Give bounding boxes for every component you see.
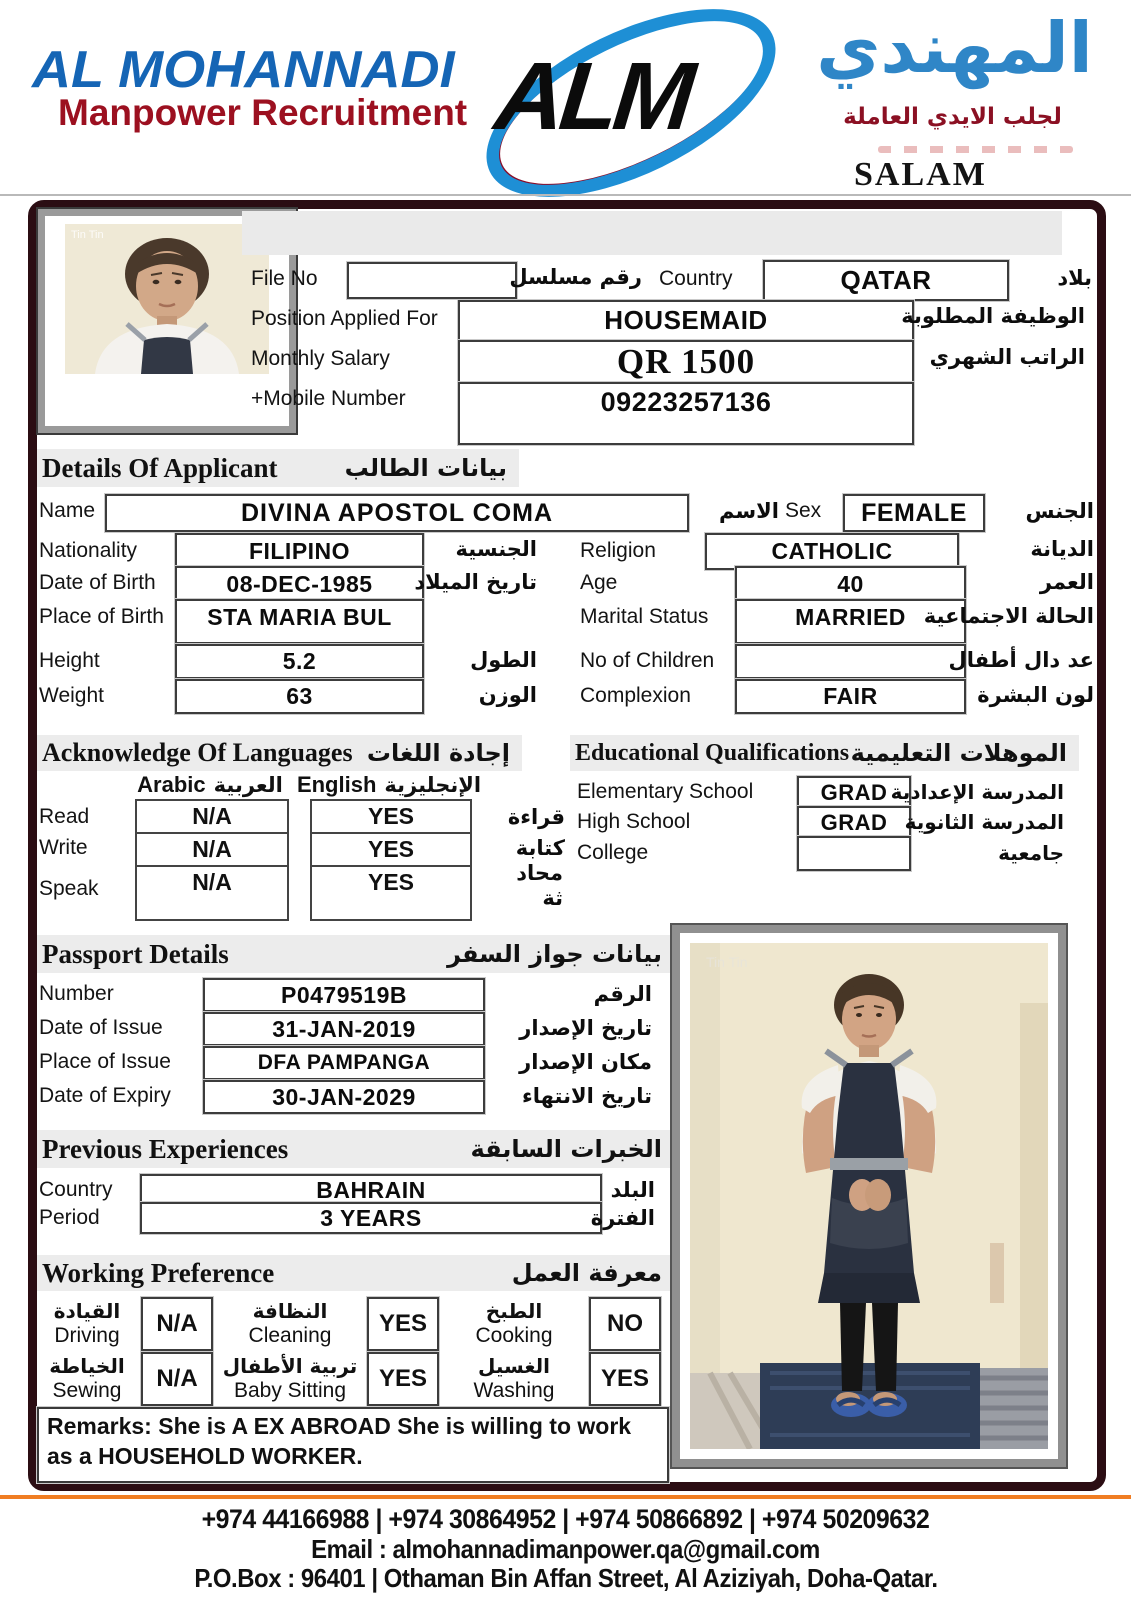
salary-label-arabic: الراتب الشهري: [929, 345, 1085, 369]
name-field: DIVINA APOSTOL COMA: [105, 494, 689, 532]
experience-title-arabic: الخبرات السابقة: [470, 1135, 662, 1163]
read-english-field: YES: [367, 803, 415, 829]
exp-period-label: Period: [39, 1206, 100, 1229]
file-no-field: [347, 262, 517, 299]
cleaning-label: [219, 1299, 361, 1348]
brand-tagline-arabic: لجلب الايدي العاملة: [843, 104, 1062, 130]
languages-title-english: Acknowledge Of Languages: [42, 738, 353, 767]
religion-label: Religion: [580, 539, 656, 562]
expiry-date-label-arabic: تاريخ الانتهاء: [522, 1084, 652, 1108]
education-title-arabic: الموهلات التعليمية: [850, 739, 1067, 767]
cooking-label: [445, 1299, 583, 1348]
footer-address: [0, 1563, 1131, 1594]
read-label: Read: [39, 805, 90, 828]
washing-label: [445, 1354, 583, 1403]
languages-section-header: [37, 735, 522, 771]
salam-text: SALAM: [854, 156, 987, 193]
salary-field: QR 1500: [458, 340, 914, 383]
working-section-header: [37, 1255, 674, 1291]
issue-date-field: 31-JAN-2019: [203, 1012, 485, 1046]
languages-title-arabic: إجادة اللغات: [366, 739, 510, 767]
expiry-date-field: 30-JAN-2029: [203, 1080, 485, 1114]
footer-email: [0, 1534, 1131, 1565]
age-field: 40: [735, 566, 966, 602]
application-form: [28, 200, 1106, 1491]
passport-title-english: Passport Details: [42, 938, 229, 969]
working-title-arabic: معرفة العمل: [511, 1259, 662, 1287]
name-label: Name: [39, 499, 96, 522]
height-field: 5.2: [175, 644, 424, 679]
applicant-fullbody-frame: [672, 925, 1066, 1467]
education-section-header: [570, 735, 1079, 771]
sewing-label-arabic: الخياطة: [49, 1354, 125, 1378]
position-label: Position Applied For: [251, 307, 438, 330]
elementary-label-arabic: المدرسة الإعدادية: [890, 780, 1064, 804]
file-no-label-arabic: رقم مسلسل: [509, 265, 642, 289]
nationality-field: FILIPINO: [175, 533, 424, 570]
college-label: College: [577, 841, 649, 864]
english-column-header: [296, 772, 482, 798]
weight-field: 63: [175, 679, 424, 714]
cooking-field: NO: [589, 1297, 661, 1351]
position-field: HOUSEMAID: [458, 300, 914, 341]
complexion-field: FAIR: [735, 679, 966, 714]
footer-address-text: P.O.Box : 96401 | Othaman Bin Affan Street, Al Aziziyah, Doha-Qatar.: [193, 1563, 938, 1593]
cleaning-label-english: Cleaning: [248, 1324, 332, 1347]
height-label-arabic: الطول: [470, 648, 537, 672]
mobile-label: +Mobile Number: [251, 387, 406, 410]
children-label: No of Children: [580, 649, 715, 672]
english-language-column: [310, 799, 472, 921]
babysitting-label: [219, 1354, 361, 1403]
age-label: Age: [580, 571, 618, 594]
complexion-label: Complexion: [580, 684, 691, 707]
highschool-label: High School: [577, 810, 691, 833]
footer-email-text: Email : almohannadimanpower.qa@gmail.com: [311, 1534, 820, 1564]
weight-label-arabic: الوزن: [478, 683, 537, 707]
cooking-label-english: Cooking: [475, 1324, 553, 1347]
country-label-arabic: بلاد: [1057, 266, 1092, 290]
speak-english-field: YES: [312, 865, 470, 919]
details-section-header: [37, 449, 519, 487]
arabic-language-column: [135, 799, 289, 921]
marital-label-arabic: الحالة الاجتماعية: [923, 604, 1094, 628]
svg-text:Tin Tin: Tin Tin: [71, 229, 104, 241]
salary-label: Monthly Salary: [251, 347, 390, 370]
write-label-arabic: كتابة: [515, 836, 565, 860]
brand-name-arabic: المهندي: [816, 7, 1093, 89]
footer-phones: [0, 1504, 1131, 1535]
babysitting-label-arabic: تربية الأطفال: [222, 1354, 358, 1378]
arabic-column-header: [135, 772, 285, 798]
brand-tagline: Manpower Recruitment: [58, 92, 468, 133]
remarks-text: Remarks: She is A EX ABROAD She is willing to work as a HOUSEHOLD WORKER.: [37, 1407, 669, 1483]
babysitting-label-english: Baby Sitting: [233, 1379, 347, 1402]
religion-label-arabic: الديانة: [1030, 537, 1094, 561]
file-no-label: File No: [251, 267, 318, 290]
experience-title-english: Previous Experiences: [42, 1133, 289, 1164]
mobile-field: 09223257136: [458, 382, 914, 445]
details-title-english: Details Of Applicant: [42, 452, 278, 483]
marital-label: Marital Status: [580, 605, 709, 628]
driving-label-arabic: القيادة: [53, 1299, 121, 1323]
religion-field: CATHOLIC: [705, 533, 959, 570]
footer-phones-text: +974 44166988 | +974 30864952 | +974 50866892 | +974 50209632: [201, 1504, 930, 1534]
dob-field: 08-DEC-1985: [175, 566, 424, 602]
issue-place-label-arabic: مكان الإصدار: [519, 1050, 652, 1074]
cooking-label-arabic: الطبخ: [485, 1299, 543, 1323]
pob-field: STA MARIA BUL: [175, 599, 424, 644]
exp-country-label: Country: [39, 1178, 113, 1201]
children-field: [735, 644, 966, 679]
washing-field: YES: [589, 1352, 661, 1406]
washing-label-english: Washing: [473, 1379, 555, 1402]
highschool-label-arabic: المدرسة الثانوية: [904, 810, 1064, 834]
footer-divider: [0, 1495, 1131, 1499]
dob-label: Date of Birth: [39, 571, 156, 594]
sex-label-arabic: الجنس: [1025, 499, 1094, 523]
applicant-fullbody-photo: [690, 943, 1048, 1449]
working-title-english: Working Preference: [42, 1257, 275, 1288]
issue-place-field: DFA PAMPANGA: [203, 1046, 485, 1080]
driving-label-english: Driving: [54, 1324, 120, 1347]
dob-label-arabic: تاريخ الميلاد: [414, 570, 537, 594]
passport-number-field: P0479519B: [203, 978, 485, 1012]
write-english-field: YES: [312, 832, 470, 865]
details-title-arabic: بيانات الطالب: [344, 454, 507, 482]
exp-country-label-arabic: البلد: [610, 1178, 655, 1202]
sex-label: Sex: [785, 499, 822, 522]
english-column-english: English: [296, 772, 377, 797]
age-label-arabic: العمر: [1039, 570, 1094, 594]
education-title-english: Educational Qualifications: [575, 739, 850, 766]
driving-field: N/A: [141, 1297, 213, 1351]
write-label: Write: [39, 836, 88, 859]
babysitting-field: YES: [367, 1352, 439, 1406]
svg-text:Tin Tin: Tin Tin: [706, 954, 748, 970]
passport-section-header: [37, 935, 674, 973]
college-label-arabic: جامعية: [998, 841, 1064, 865]
nationality-label-arabic: الجنسية: [455, 537, 537, 561]
college-field: [797, 836, 911, 871]
read-arabic-field: N/A: [192, 803, 232, 829]
read-label-arabic: قراءة: [507, 805, 565, 829]
issue-date-label-arabic: تاريخ الإصدار: [519, 1016, 652, 1040]
speak-label-arabic: محاد ثة: [516, 861, 563, 911]
sex-field: FEMALE: [843, 494, 985, 532]
name-label-arabic: الاسم: [719, 499, 779, 523]
driving-label: [37, 1299, 137, 1348]
country-field: QATAR: [763, 260, 1009, 301]
arabic-column-arabic: العربية: [213, 773, 283, 797]
washing-label-arabic: الغسيل: [477, 1354, 551, 1378]
elementary-label: Elementary School: [577, 780, 754, 803]
sewing-label-english: Sewing: [52, 1379, 122, 1402]
height-label: Height: [39, 649, 100, 672]
speak-arabic-field: N/A: [137, 865, 287, 919]
elementary-field: GRAD: [797, 776, 911, 809]
passport-title-arabic: بيانات جواز السفر: [447, 940, 662, 968]
passport-number-label: Number: [39, 982, 114, 1005]
sewing-field: N/A: [141, 1352, 213, 1406]
faded-stamp: [878, 146, 1073, 153]
sewing-label: [37, 1354, 137, 1403]
country-label: Country: [659, 267, 733, 290]
highschool-field: GRAD: [797, 806, 911, 839]
arabic-column-english: Arabic: [137, 772, 206, 797]
marital-field: MARRIED: [735, 599, 966, 644]
position-label-arabic: الوظيفة المطلوبة: [901, 304, 1085, 328]
speak-label: Speak: [39, 877, 99, 900]
expiry-date-label: Date of Expiry: [39, 1084, 171, 1107]
english-column-arabic: الإنجليزية: [384, 773, 482, 797]
passport-number-label-arabic: الرقم: [593, 982, 652, 1006]
exp-period-field: 3 YEARS: [140, 1202, 602, 1234]
complexion-label-arabic: لون البشرة: [977, 683, 1094, 707]
cleaning-label-arabic: النظافة: [252, 1299, 328, 1323]
nationality-label: Nationality: [39, 539, 138, 562]
brand-name-english: AL MOHANNADI: [32, 41, 455, 99]
weight-label: Weight: [39, 684, 104, 707]
alm-monogram: ALM: [490, 43, 695, 150]
exp-country-field: BAHRAIN: [140, 1174, 602, 1206]
form-header-bar: [242, 211, 1062, 255]
cleaning-field: YES: [367, 1297, 439, 1351]
write-arabic-field: N/A: [137, 832, 287, 865]
issue-place-label: Place of Issue: [39, 1050, 171, 1073]
issue-date-label: Date of Issue: [39, 1016, 163, 1039]
alm-logo: [468, 6, 783, 191]
children-label-arabic: عد دال أطفال: [948, 648, 1094, 672]
exp-period-label-arabic: الفترة: [590, 1206, 655, 1230]
pob-label: Place of Birth: [39, 605, 164, 628]
experience-section-header: [37, 1130, 674, 1168]
header-divider: [0, 194, 1131, 196]
